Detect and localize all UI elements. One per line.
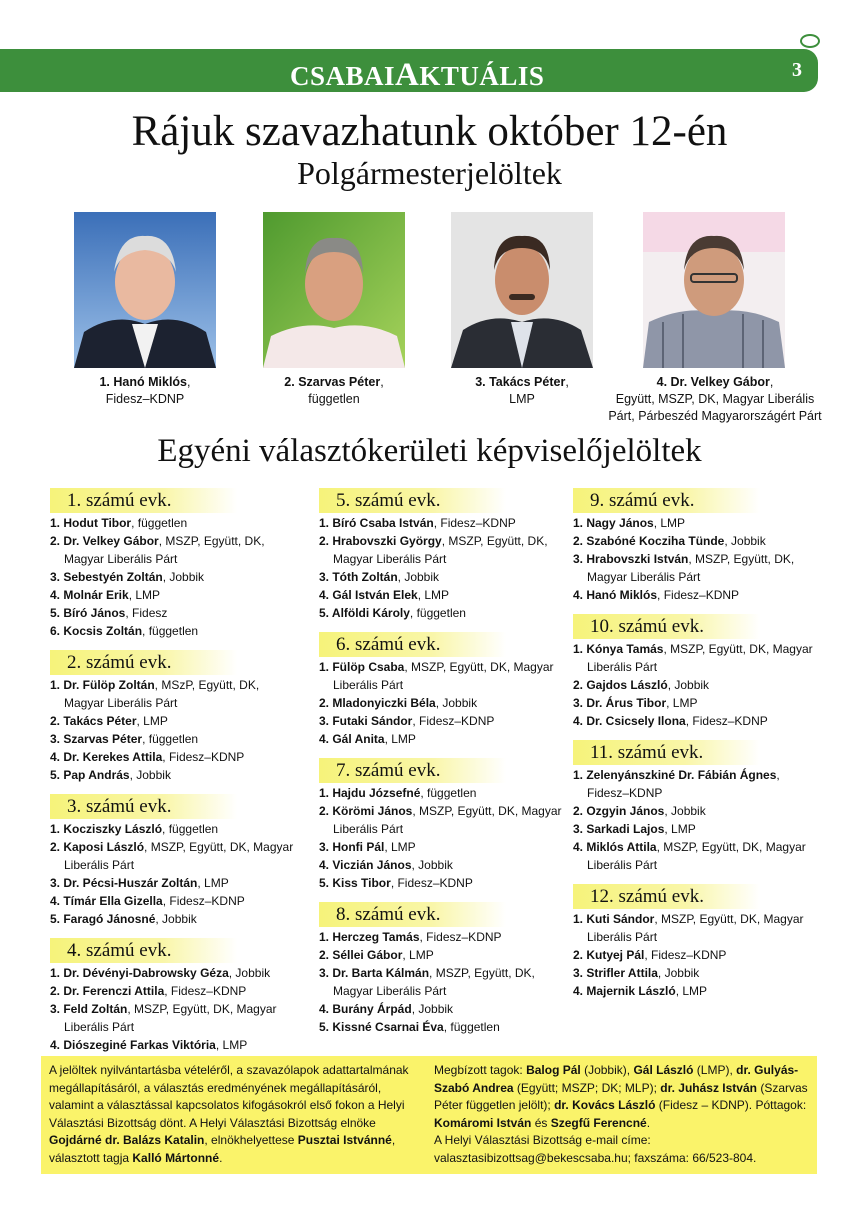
candidate-party: , Fidesz–KDNP <box>164 984 247 998</box>
district-block <box>50 938 300 1054</box>
candidate-entry <box>50 1000 300 1036</box>
district-block <box>50 650 300 784</box>
candidate-name: 5. Pap András <box>50 768 130 782</box>
district-block <box>573 614 823 730</box>
candidate-name: 4. Tímár Ella Gizella <box>50 894 163 908</box>
candidate-party: , független <box>409 606 466 620</box>
candidate-name: 3. Strifler Attila <box>573 966 658 980</box>
candidate-name: 5. Bíró János <box>50 606 126 620</box>
district-heading: 9. számú evk. <box>573 488 760 513</box>
candidate-party: , független <box>162 822 219 836</box>
candidate-party: , Fidesz <box>125 606 168 620</box>
candidate-entry <box>50 910 300 928</box>
candidate-name: 2. Séllei Gábor <box>319 948 403 962</box>
candidate-name: 4. Gál Anita <box>319 732 385 746</box>
candidate-list <box>573 514 823 604</box>
district-heading: 8. számú evk. <box>319 902 506 927</box>
candidate-list <box>319 784 569 892</box>
candidate-name: 1. Kocziszky László <box>50 822 163 836</box>
candidate-name: 3. Dr. Pécsi-Huszár Zoltán <box>50 876 198 890</box>
mayor-caption-2: 2. Szarvas Péter, független <box>284 375 384 406</box>
magazine-title: CSABAIAKTUÁLIS <box>290 57 545 93</box>
candidate-entry <box>319 514 569 532</box>
candidate-party: , Jobbik <box>724 534 766 548</box>
candidate-party: , MSZP, Együtt, DK, Magyar Liberális Párt <box>64 840 294 872</box>
candidate-party: , Fidesz–KDNP <box>412 714 495 728</box>
candidate-entry <box>319 802 569 838</box>
candidate-party: , Jobbik <box>411 1002 454 1016</box>
subheadline: Polgármesterjelöltek <box>297 155 562 191</box>
candidate-name: 5. Kiss Tibor <box>319 876 391 890</box>
candidate-entry <box>50 676 300 712</box>
candidate-entry <box>50 568 300 586</box>
candidate-party: , MSZP, Együtt, DK, Magyar Liberális Párt <box>587 840 806 872</box>
candidate-party: , LMP <box>197 876 229 890</box>
candidate-party: , független <box>131 516 188 530</box>
candidate-name: 2. Körömi János <box>319 804 413 818</box>
candidate-party: , Jobbik <box>657 966 700 980</box>
candidate-party: , Fidesz–KDNP <box>657 588 740 602</box>
candidate-entry <box>319 856 569 874</box>
district-block <box>50 794 300 928</box>
candidate-party: , LMP <box>402 948 434 962</box>
candidate-party: , LMP <box>675 984 708 998</box>
district-block <box>319 488 569 622</box>
candidate-name: 1. Kuti Sándor <box>573 912 655 926</box>
candidate-name: 2. Hrabovszki György <box>319 534 442 548</box>
district-heading: 3. számú evk. <box>50 794 237 819</box>
candidate-name: 6. Kocsis Zoltán <box>50 624 143 638</box>
candidate-party: , LMP <box>666 696 698 710</box>
candidate-entry <box>319 1018 569 1036</box>
candidate-party: , Jobbik <box>397 570 440 584</box>
candidate-entry <box>319 604 569 622</box>
candidate-name: 3. Futaki Sándor <box>319 714 413 728</box>
candidate-name: 2. Kutyej Pál <box>573 948 645 962</box>
district-heading: 11. számú evk. <box>573 740 760 765</box>
candidate-entry <box>573 694 823 712</box>
candidate-name: 1. Hajdu Józsefné <box>319 786 421 800</box>
candidate-name: 3. Dr. Árus Tibor <box>573 696 667 710</box>
candidate-party: , független <box>142 732 199 746</box>
district-heading: 6. számú evk. <box>319 632 506 657</box>
candidate-name: 2. Gajdos László <box>573 678 668 692</box>
candidate-name: 3. Hrabovszki István <box>573 552 689 566</box>
candidate-entry <box>573 550 823 586</box>
candidate-name: 1. Bíró Csaba István <box>319 516 434 530</box>
candidate-entry <box>319 532 569 568</box>
candidate-entry <box>50 820 300 838</box>
candidate-name: 4. Burány Árpád <box>319 1002 412 1016</box>
candidate-entry <box>573 532 823 550</box>
candidate-party: , Fidesz–KDNP <box>587 768 780 800</box>
candidate-party: , MSZP, Együtt, DK, Magyar Liberális Párt <box>587 642 813 674</box>
candidate-party: , Fidesz–KDNP <box>162 750 245 764</box>
mayor-caption-3: 3. Takács Péter, LMP <box>475 375 569 406</box>
candidate-list <box>319 658 569 748</box>
candidate-entry <box>50 604 300 622</box>
district-heading: 10. számú evk. <box>573 614 760 639</box>
candidate-entry <box>50 766 300 784</box>
candidate-entry <box>319 874 569 892</box>
candidate-name: 4. Dr. Csicsely Ilona <box>573 714 686 728</box>
column-left <box>50 488 300 1064</box>
district-block <box>319 902 569 1036</box>
district-heading: 7. számú evk. <box>319 758 506 783</box>
candidate-party: , MSZP, Együtt, DK, Magyar Liberális Párt <box>333 534 548 566</box>
candidate-party: , független <box>443 1020 500 1034</box>
candidate-list <box>319 928 569 1036</box>
candidate-name: 2. Mladonyiczki Béla <box>319 696 436 710</box>
candidate-name: 1. Dr. Dévényi-Dabrowsky Géza <box>50 966 229 980</box>
candidate-name: 3. Dr. Barta Kálmán <box>319 966 430 980</box>
candidate-entry <box>573 910 823 946</box>
candidate-photo-3 <box>451 212 593 368</box>
candidate-party: , Jobbik <box>155 912 197 926</box>
candidate-name: 4. Gál István Elek <box>319 588 418 602</box>
candidate-entry <box>50 1036 300 1054</box>
candidate-name: 4. Diószeginé Farkas Viktória <box>50 1038 216 1052</box>
candidate-party: , LMP <box>653 516 686 530</box>
candidate-entry <box>573 982 823 1000</box>
district-block <box>573 884 823 1000</box>
candidate-party: , MSZP, Együtt, DK, Magyar Liberális Párt <box>333 966 535 998</box>
candidate-photo-2 <box>263 212 405 368</box>
candidate-party: , LMP <box>417 588 450 602</box>
district-block <box>573 740 823 874</box>
candidate-name: 3. Sarkadi Lajos <box>573 822 665 836</box>
candidate-name: 3. Honfi Pál <box>319 840 385 854</box>
header-banner <box>0 49 818 92</box>
candidate-list <box>50 820 300 928</box>
candidate-name: 1. Nagy János <box>573 516 654 530</box>
candidate-entry <box>50 982 300 1000</box>
candidate-entry <box>319 1000 569 1018</box>
candidate-party: , Jobbik <box>162 570 205 584</box>
candidate-entry <box>319 586 569 604</box>
candidate-entry <box>573 820 823 838</box>
candidate-party: , LMP <box>136 714 168 728</box>
candidate-name: 1. Dr. Fülöp Zoltán <box>50 678 155 692</box>
candidate-entry <box>50 622 300 640</box>
candidate-name: 3. Szarvas Péter <box>50 732 143 746</box>
candidate-party: , LMP <box>664 822 696 836</box>
candidate-list <box>50 676 300 784</box>
candidate-entry <box>50 712 300 730</box>
candidate-name: 1. Hodut Tibor <box>50 516 132 530</box>
candidate-party: , MSZP, Együtt, DK, Magyar Liberális Párt <box>64 534 265 566</box>
candidate-party: , Fidesz–KDNP <box>433 516 516 530</box>
candidate-photo-1 <box>74 212 216 368</box>
candidate-list <box>50 514 300 640</box>
candidate-party: , Jobbik <box>228 966 271 980</box>
candidate-entry <box>573 946 823 964</box>
candidate-name: 4. Molnár Erik <box>50 588 129 602</box>
candidate-party: , MSZP, Együtt, DK, Magyar Liberális Párt <box>333 660 554 692</box>
district-heading: 2. számú evk. <box>50 650 237 675</box>
candidate-name: 5. Faragó Jánosné <box>50 912 156 926</box>
candidate-entry <box>319 928 569 946</box>
candidate-name: 2. Takács Péter <box>50 714 137 728</box>
candidate-party: , LMP <box>384 732 416 746</box>
candidate-name: 3. Sebestyén Zoltán <box>50 570 163 584</box>
candidate-party: , Jobbik <box>667 678 710 692</box>
candidate-entry <box>319 694 569 712</box>
candidate-entry <box>50 532 300 568</box>
candidate-entry <box>319 964 569 1000</box>
candidate-name: 4. Viczián János <box>319 858 412 872</box>
district-heading: 1. számú evk. <box>50 488 237 513</box>
district-heading: 12. számú evk. <box>573 884 760 909</box>
candidate-entry <box>319 730 569 748</box>
candidate-list <box>573 766 823 874</box>
candidate-name: 1. Fülöp Csaba <box>319 660 405 674</box>
candidate-entry <box>319 712 569 730</box>
candidate-list <box>573 910 823 1000</box>
candidate-entry <box>50 892 300 910</box>
candidate-name: 1. Zelenyánszkiné Dr. Fábián Ágnes <box>573 768 777 782</box>
candidate-name: 1. Kónya Tamás <box>573 642 664 656</box>
section-title: Egyéni választókerületi képviselőjelöltek <box>157 433 702 469</box>
candidate-entry <box>573 712 823 730</box>
candidate-name: 4. Hanó Miklós <box>573 588 658 602</box>
info-box-left: A jelöltek nyilvántartásba vételéről, a szavazólapok adattartalmának megállapításáról, a választás eredményének megállapításáról, valamint a választással kapcsolatos kifogásokról első fokon a Helyi Választási Bizottság dönt. A Helyi Választási Bizottság elnöke Gojdárné dr. Balázs Katalin, elnökhelyettese Pusztai Istvánné, választott tagja Kalló Mártonné. <box>41 1056 426 1174</box>
candidate-entry <box>50 514 300 532</box>
column-middle <box>319 488 569 1046</box>
district-block <box>50 488 300 640</box>
candidate-party: , Fidesz–KDNP <box>162 894 245 908</box>
candidate-list <box>319 514 569 622</box>
headline: Rájuk szavazhatunk október 12-én <box>131 108 728 155</box>
candidate-name: 3. Feld Zoltán <box>50 1002 128 1016</box>
candidate-entry <box>573 514 823 532</box>
candidate-party: , Jobbik <box>664 804 706 818</box>
candidate-party: , Jobbik <box>129 768 171 782</box>
candidate-entry <box>319 784 569 802</box>
candidate-party: , LMP <box>215 1038 248 1052</box>
candidate-name: 2. Kaposi László <box>50 840 145 854</box>
candidate-photo-4 <box>643 212 785 368</box>
candidate-entry <box>573 766 823 802</box>
district-block <box>319 758 569 892</box>
candidate-entry <box>50 730 300 748</box>
candidate-party: , Jobbik <box>411 858 453 872</box>
candidate-name: 4. Majernik László <box>573 984 676 998</box>
candidate-entry <box>573 676 823 694</box>
candidate-name: 4. Dr. Kerekes Attila <box>50 750 163 764</box>
candidate-party: , Fidesz–KDNP <box>390 876 473 890</box>
candidate-entry <box>573 586 823 604</box>
candidate-entry <box>573 640 823 676</box>
candidate-entry <box>50 964 300 982</box>
candidate-entry <box>573 964 823 982</box>
info-box-right: Megbízott tagok: Balog Pál (Jobbik), Gál László (LMP), dr. Gulyás-Szabó Andrea (Együtt; MSZP; DK; MLP); dr. Juhász István (Szarvas Péter független jelölt); dr. Kovács László (Fidesz – KDNP). Póttagok: Komáromi István és Szegfű Ferencné. A Helyi Választási Bizottság e-mail címe: valasztasibizottsag@bekescsaba.hu; faxszáma: 66/523-804. <box>426 1056 817 1174</box>
candidate-name: 5. Kissné Csarnai Éva <box>319 1020 444 1034</box>
candidate-name: 2. Dr. Ferenczi Attila <box>50 984 165 998</box>
candidate-party: , Fidesz–KDNP <box>644 948 727 962</box>
candidate-entry <box>50 748 300 766</box>
candidate-entry <box>319 838 569 856</box>
column-right <box>573 488 823 1010</box>
candidate-entry <box>50 586 300 604</box>
candidate-party: , MSZP, Együtt, DK, Magyar Liberális Párt <box>587 912 804 944</box>
district-heading: 5. számú evk. <box>319 488 506 513</box>
candidate-list <box>50 964 300 1054</box>
candidate-party: , MSZP, Együtt, DK, Magyar Liberális Párt <box>333 804 562 836</box>
district-block <box>319 632 569 748</box>
candidate-party: , Fidesz–KDNP <box>419 930 502 944</box>
candidate-entry <box>50 838 300 874</box>
district-heading: 4. számú evk. <box>50 938 237 963</box>
candidate-entry <box>573 802 823 820</box>
candidate-entry <box>50 874 300 892</box>
candidate-party: , független <box>420 786 477 800</box>
swirl-icon <box>800 34 820 48</box>
district-block <box>573 488 823 604</box>
candidate-name: 4. Miklós Attila <box>573 840 657 854</box>
mayor-caption-1: 1. Hanó Miklós, Fidesz–KDNP <box>99 375 191 406</box>
candidate-name: 1. Herczeg Tamás <box>319 930 420 944</box>
candidate-entry <box>319 946 569 964</box>
candidate-party: , LMP <box>384 840 416 854</box>
candidate-entry <box>319 658 569 694</box>
candidate-name: 5. Alföldi Károly <box>319 606 410 620</box>
candidate-name: 2. Szabóné Kocziha Tünde <box>573 534 725 548</box>
candidate-entry <box>319 568 569 586</box>
candidate-party: , MSZP, Együtt, DK, Magyar Liberális Párt <box>587 552 795 584</box>
candidate-name: 3. Tóth Zoltán <box>319 570 398 584</box>
candidate-party: , Fidesz–KDNP <box>685 714 768 728</box>
mayor-caption-4: 4. Dr. Velkey Gábor, Együtt, MSZP, DK, Magyar Liberális Párt, Párbeszéd Magyarországért Párt <box>608 375 822 423</box>
candidate-party: , Jobbik <box>435 696 478 710</box>
candidate-list <box>573 640 823 730</box>
candidate-party: , független <box>142 624 199 638</box>
candidate-name: 2. Dr. Velkey Gábor <box>50 534 159 548</box>
candidate-party: , MSZP, Együtt, DK, Magyar Liberális Párt <box>64 1002 277 1034</box>
page-number: 3 <box>792 59 802 81</box>
candidate-entry <box>573 838 823 874</box>
candidate-party: , LMP <box>128 588 161 602</box>
candidate-name: 2. Ozgyin János <box>573 804 665 818</box>
candidate-party: , MSzP, Együtt, DK, Magyar Liberális Párt <box>64 678 260 710</box>
